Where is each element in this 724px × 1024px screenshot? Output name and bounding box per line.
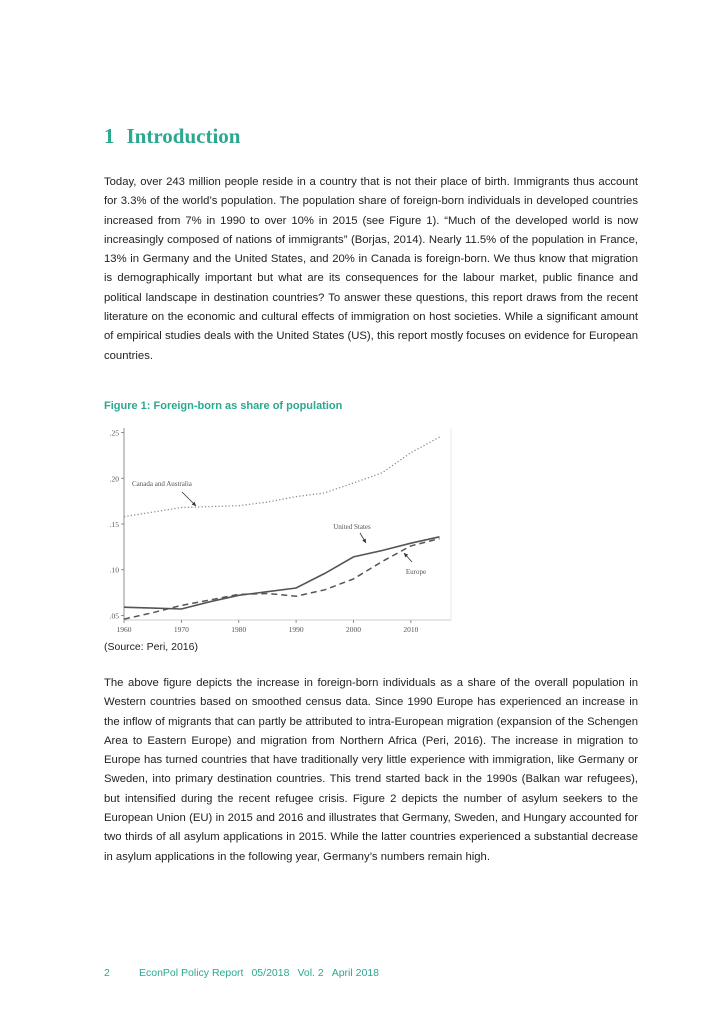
footer-volume: Vol. 2 (297, 967, 324, 979)
x-tick-label: 1970 (173, 625, 189, 634)
series-line-europe (124, 539, 440, 620)
x-tick-label: 2000 (345, 625, 361, 634)
annotation-label: United States (333, 523, 371, 531)
annotation-label: Canada and Australia (132, 480, 192, 488)
x-tick-label: 1980 (231, 625, 247, 634)
figure-caption: Figure 1: Foreign-born as share of population (104, 400, 343, 412)
series-line-canada-and-australia (124, 437, 440, 517)
intro-paragraph: Today, over 243 million people reside in a country that is not their place of birth. Immigrants thus account for 3.3% of the world’s population. The population share of foreign-born individuals in developed countries increased from 7% in 1990 to over 10% in 2015 (see Figure 1). “Much of the developed world is now increasingly composed of nations of immigrants” (Borjas, 2014). Nearly 11.5% of the population in France, 13% in Germany and the United States, and 20% in Canada is foreign-born. We thus know that migration is demographically important but what are its consequences for the labour market, public finance and political landscape in destination countries? To answer these questions, this report draws from the recent literature on the economic and cultural effects of immigration on host societies. While a significant amount of empirical studies deals with the United States (US), this report mostly focuses on evidence for European countries. (104, 176, 638, 362)
footer-issue: 05/2018 (251, 967, 290, 979)
page-number: 2 (104, 967, 110, 979)
y-tick-label: .05 (109, 611, 119, 621)
x-tick-label: 1960 (116, 625, 132, 634)
annotation-label: Europe (405, 568, 427, 576)
y-tick-label: .10 (109, 565, 119, 575)
section-number: 1 (104, 124, 115, 148)
y-tick-label: .25 (109, 428, 119, 438)
section-title: Introduction (126, 124, 241, 148)
series-line-united-states (124, 537, 440, 609)
y-tick-label: .20 (109, 474, 119, 484)
foreign-born-chart (104, 420, 456, 640)
body-paragraph: The above figure depicts the increase in foreign-born individuals as a share of the overall population in Western countries based on smoothed census data. Since 1990 Europe has experienced an increase in the inflow of migrants that can partly be attributed to intra-European migration (expansion of the Schengen Area to Eastern Europe) and migration from Northern Africa (Peri, 2016). The increase in migration to Europe has turned countries that have traditionally very little experience with immigration, like Germany or Sweden, into primary destination countries. This trend started back in the 1990s (Balkan war refugees), but intensified during the recent refugee crisis. Figure 2 depicts the number of asylum seekers to the European Union (EU) in 2015 and 2016 and illustrates that Germany, Sweden, and Hungary accounted for two thirds of all asylum applications in 2015. While the latter countries experienced a substantial decrease in asylum applications in the following year, Germany’s numbers remain high. (104, 677, 638, 863)
x-tick-label: 2010 (403, 625, 419, 634)
figure-source: (Source: Peri, 2016) (104, 641, 198, 653)
page-footer (104, 967, 379, 979)
footer-publication: EconPol Policy Report (139, 967, 244, 979)
y-tick-label: .15 (109, 520, 119, 529)
footer-date: April 2018 (331, 967, 379, 979)
x-tick-label: 1990 (288, 625, 304, 634)
section-heading (104, 124, 240, 149)
